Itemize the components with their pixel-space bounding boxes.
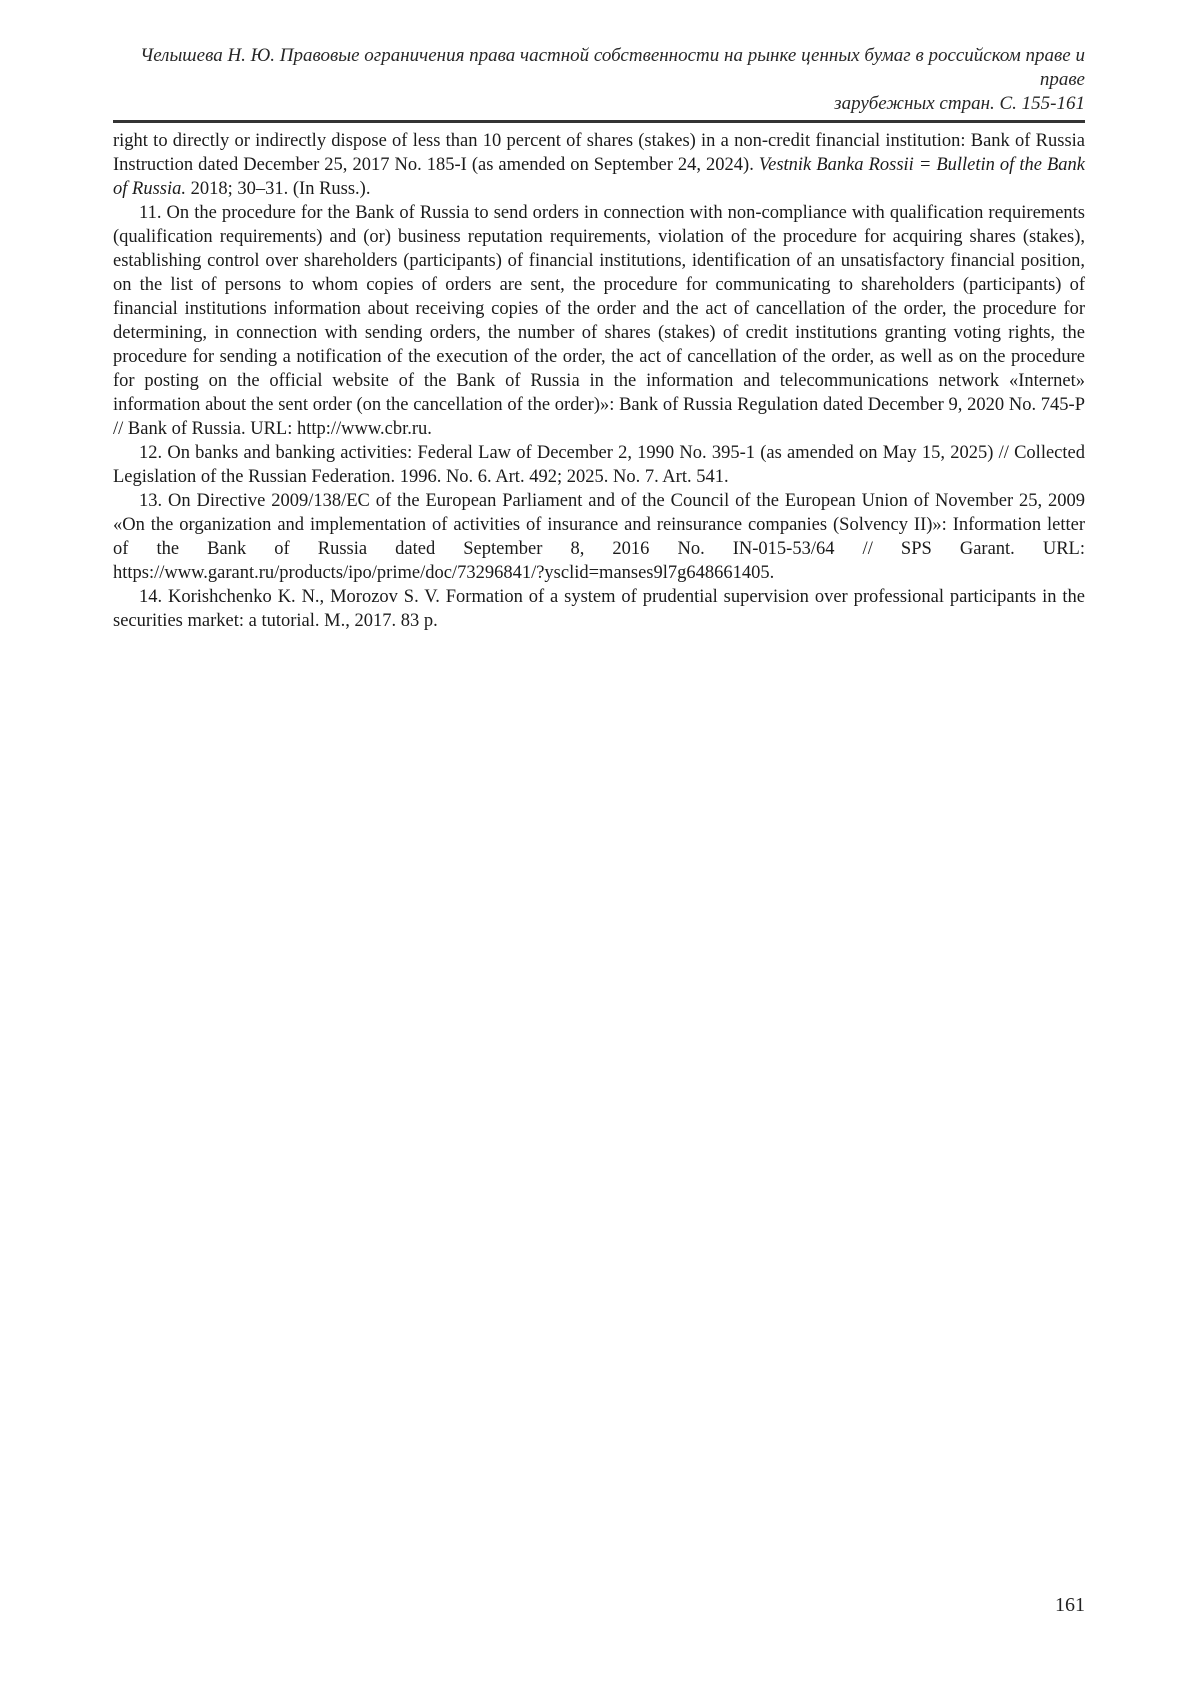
- reference-13: 13. On Directive 2009/138/EC of the European Parliament and of the Council of the European Union of November 25, 2009 «On the organization and implementation of activities of insurance and reinsurance companies (Solvency II)»: Information letter of the Bank of Russia dated September 8, 2016 No. IN-015-53/64 // SPS Garant. URL: https://www.garant.ru/products/ipo/prime/doc/73296841/?ysclid=manses9l7g648661405.: [113, 491, 1085, 583]
- running-header-line1: Челышева Н. Ю. Правовые ограничения права частной собственности на рынке ценных бумаг в российском праве и праве: [140, 45, 1085, 90]
- reference-14: 14. Korishchenko K. N., Morozov S. V. Formation of a system of prudential supervision over professional participants in the securities market: a tutorial. M., 2017. 83 p.: [113, 587, 1085, 631]
- header-rule: [113, 120, 1085, 123]
- reference-12: 12. On banks and banking activities: Federal Law of December 2, 1990 No. 395-1 (as amended on May 15, 2025) // Collected Legislation of the Russian Federation. 1996. No. 6. Art. 492; 2025. No. 7. Art. 541.: [113, 443, 1085, 487]
- text-block: [113, 0, 1085, 633]
- reference-10-continuation: [113, 129, 1085, 201]
- reference-text: right to directly or indirectly dispose of less than 10 percent of shares (stakes) in a non-credit financial institution: Bank of Russia Instruction dated December 25, 2017 No. 185-I (as amended on September 24, 2024).: [113, 131, 1085, 175]
- running-header: [113, 0, 1085, 116]
- page-number: 161: [1055, 1594, 1085, 1616]
- reference-text: 2018; 30–31. (In Russ.).: [185, 179, 371, 199]
- references-section: [113, 129, 1085, 633]
- reference-11: 11. On the procedure for the Bank of Russia to send orders in connection with non-compliance with qualification requirements (qualification requirements) and (or) business reputation requirements, violation of the procedure for acquiring shares (stakes), establishing control over shareholders (participants) of financial institutions, identification of an unsatisfactory financial position, on the list of persons to whom copies of orders are sent, the procedure for communicating to shareholders (participants) of financial institutions information about receiving copies of the order and the act of cancellation of the order, the procedure for determining, in connection with sending orders, the number of shares (stakes) of credit institutions granting voting rights, the procedure for sending a notification of the execution of the order, the act of cancellation of the order, as well as on the procedure for posting on the official website of the Bank of Russia in the information and telecommunications network «Internet» information about the sent order (on the cancellation of the order)»: Bank of Russia Regulation dated December 9, 2020 No. 745-P // Bank of Russia. URL: http://www.cbr.ru.: [113, 203, 1085, 439]
- running-header-line2: зарубежных стран. С. 155-161: [834, 93, 1085, 114]
- reference-source-italic: Vestnik Banka Rossii = Bulletin of the Bank of Russia.: [113, 155, 1085, 199]
